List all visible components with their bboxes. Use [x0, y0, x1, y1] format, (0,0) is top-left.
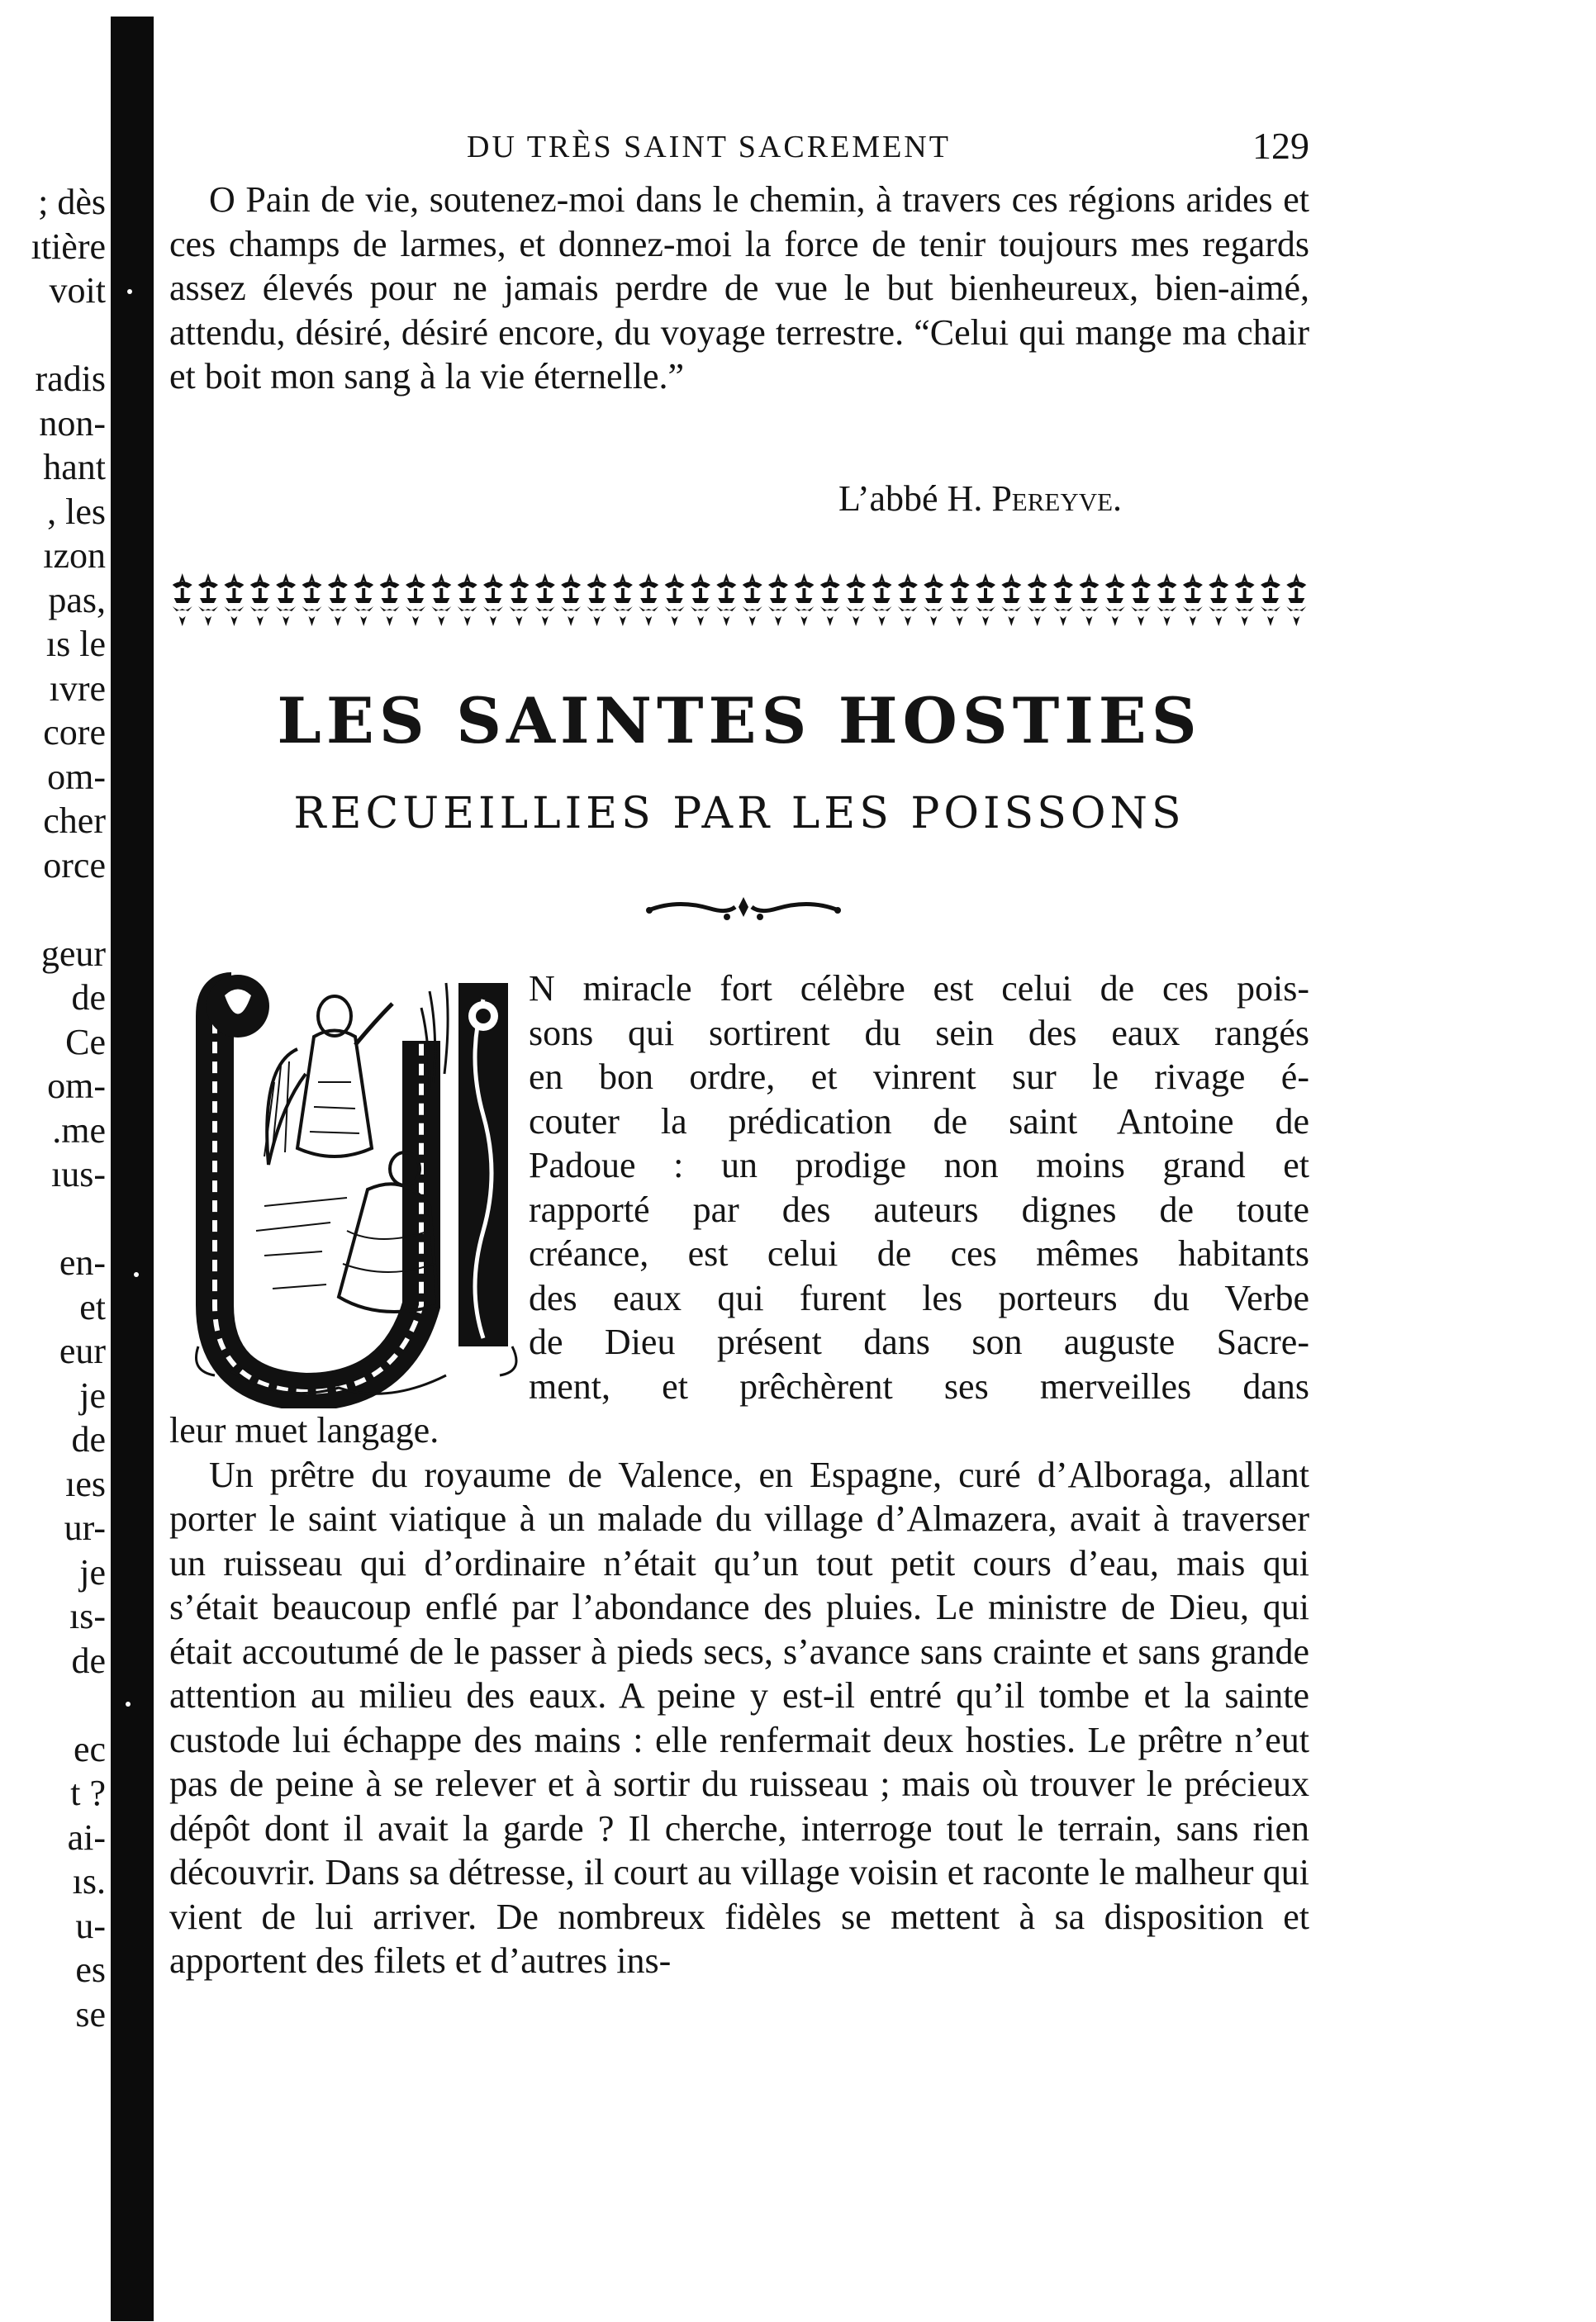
fleuron-mark: [1261, 573, 1280, 626]
previous-page-fragment: pas,: [48, 579, 106, 620]
fleuron-mark: [1131, 573, 1151, 626]
previous-page-fragment: ur-: [64, 1508, 106, 1548]
previous-page-fragment: ıvre: [49, 667, 106, 709]
previous-page-fragment: orce: [43, 844, 106, 886]
illustrated-initial-u-icon: [182, 958, 529, 1408]
fleuron-mark: [846, 573, 866, 626]
fleuron-mark: [509, 573, 529, 626]
fleuron-mark: [1286, 573, 1306, 626]
previous-page-fragment: u-: [75, 1905, 106, 1946]
drop-cap-line: ment, et prêchèrent ses merveilles dans: [529, 1365, 1309, 1407]
previous-page-fragment: ızon: [43, 535, 106, 576]
fleuron-mark: [198, 573, 218, 626]
previous-page-edge: [0, 0, 106, 2322]
previous-page-fragment: de: [71, 977, 106, 1018]
fleuron-mark: [768, 573, 788, 626]
drop-cap-line: sons qui sortirent du sein des eaux rangés: [529, 1012, 1309, 1053]
drop-cap-line: Padoue : un prodige non moins grand et: [529, 1145, 1309, 1185]
fleuron-mark: [950, 573, 970, 626]
previous-page-fragment: se: [75, 1993, 106, 2035]
previous-page-fragment: , les: [47, 491, 106, 532]
signature-name: Pereyve.: [991, 478, 1123, 519]
opening-paragraph: O Pain de vie, soutenez-moi dans le chemin, à travers ces régions arides et ces champs de larmes, et donnez-moi la force de tenir toujours mes regards assez élevés pour ne jamais perdre de vue le but bienheureux, bien-aimé, attendu, désiré, désiré encore, du voyage terrestre. “Celui qui mange ma chair et boit mon sang à la vie éternelle.”: [169, 179, 1309, 396]
main-paragraph: Un prêtre du royaume de Valence, en Espagne, curé d’Alboraga, allant porter le saint viatique à un malade du village d’Almazera, avait à traverser un ruisseau qui d’ordinaire n’était qu’un tout petit cours d’eau, mais qui s’était beaucoup enflé par l’abondance des pluies. Le ministre de Dieu, qui était accoutumé de le passer à pieds secs, s’avance sans crainte et sans grande attention au milieu des eaux. A peine y est-il entré qu’il tombe et la sainte custode lui échappe des mains : elle renfermait deux hosties. Le prêtre n’eut pas de peine à se relever et à sortir du ruisseau ; mais où trouver le précieux dépôt dont il avait la garde ? Il cherche, interroge tout le terrain, sans rien découvrir. Dans sa détresse, il court au village voisin et raconte le malheur qui vient de lui arriver. De nombreux fidèles se mettent à sa disposition et apportent des filets et d’autres ins-: [169, 1454, 1309, 1981]
fleuron-mark: [1105, 573, 1125, 626]
previous-page-fragment: ıes: [65, 1463, 106, 1504]
drop-cap-line: N miracle fort célèbre est celui de ces pois-: [529, 968, 1309, 1009]
fleuron-mark: [639, 573, 658, 626]
flourish-ornament: [644, 892, 843, 925]
fleuron-mark: [976, 573, 995, 626]
previous-page-fragment: .me: [52, 1109, 106, 1151]
fleuron-mark: [561, 573, 581, 626]
previous-page-fragment: de: [71, 1640, 106, 1681]
fleuron-mark: [302, 573, 322, 626]
previous-page-fragment: en-: [59, 1242, 106, 1283]
fleuron-mark: [1235, 573, 1255, 626]
fleuron-mark: [458, 573, 477, 626]
fleuron-mark: [328, 573, 348, 626]
previous-page-fragment: je: [79, 1551, 106, 1593]
previous-page-fragment: om-: [47, 756, 106, 797]
previous-page-fragment: es: [75, 1949, 106, 1990]
fleuron-mark: [1183, 573, 1203, 626]
previous-page-fragment: hant: [43, 447, 106, 487]
fleuron-mark: [691, 573, 710, 626]
previous-page-fragment: ıs-: [69, 1596, 106, 1636]
running-head: [169, 124, 1309, 173]
running-head-title: DU TRÈS SAINT SACREMENT: [467, 130, 951, 164]
fleuron-mark: [1001, 573, 1021, 626]
signature-prefix: L’abbé H.: [838, 478, 992, 519]
page-number: 129: [1252, 125, 1309, 167]
fleuron-mark: [224, 573, 244, 626]
fleuron-mark: [535, 573, 555, 626]
previous-page-fragment: core: [43, 712, 106, 753]
article-subtitle: RECUEILLIES PAR LES POISSONS: [293, 789, 1185, 838]
fleuron-mark: [872, 573, 892, 626]
fleuron-mark: [1209, 573, 1228, 626]
fleuron-mark: [1053, 573, 1073, 626]
previous-page-fragment: de: [71, 1419, 106, 1460]
fleuron-mark: [1079, 573, 1099, 626]
drop-cap-paragraph: [529, 966, 1309, 1408]
previous-page-fragment: ec: [73, 1728, 106, 1769]
previous-page-fragment: non-: [39, 402, 106, 444]
signature: [838, 477, 1122, 520]
previous-page-fragment: om-: [47, 1066, 106, 1106]
fleuron-mark: [820, 573, 840, 626]
drop-cap-line: en bon ordre, et vinrent sur le rivage é-: [529, 1057, 1309, 1097]
previous-page-fragment: Ce: [65, 1021, 106, 1062]
fleuron-mark: [1157, 573, 1177, 626]
previous-page-fragment: ; dès: [38, 182, 106, 222]
previous-page-fragment: ıs le: [45, 624, 106, 664]
previous-page-fragment: cher: [43, 800, 106, 841]
drop-cap-line: couter la prédication de saint Antoine de: [529, 1100, 1309, 1142]
drop-cap-last-line: leur muet langage.: [169, 1410, 439, 1451]
fleuron-mark: [354, 573, 373, 626]
fleuron-mark: [483, 573, 503, 626]
fleuron-mark: [276, 573, 296, 626]
fleuron-mark: [1028, 573, 1047, 626]
article-title: LES SAINTES HOSTIES: [277, 684, 1202, 757]
drop-cap-line: créance, est celui de ces mêmes habitants: [529, 1233, 1309, 1274]
fleuron-mark: [665, 573, 685, 626]
previous-page-fragment: ıtière: [31, 226, 106, 267]
previous-page-fragment: t ?: [70, 1773, 106, 1813]
previous-page-fragment: geur: [40, 933, 106, 974]
drop-cap-continuation: [169, 1408, 1309, 1983]
fleuron-mark: [431, 573, 451, 626]
fleuron-mark: [173, 573, 192, 626]
fleuron-mark: [794, 573, 814, 626]
previous-page-fragment: ıs.: [72, 1861, 106, 1902]
drop-cap-line: de Dieu présent dans son auguste Sacre-: [529, 1322, 1309, 1362]
drop-cap-line: rapporté par des auteurs dignes de toute: [529, 1189, 1309, 1230]
fleuron-mark: [250, 573, 270, 626]
previous-page-fragment: voit: [49, 270, 106, 311]
fleuron-band-ornament: [169, 570, 1309, 629]
previous-page-fragment: ai-: [67, 1816, 106, 1858]
fleuron-mark: [924, 573, 943, 626]
fleuron-mark: [743, 573, 762, 626]
previous-page-fragment: eur: [59, 1331, 106, 1371]
fleuron-mark: [380, 573, 400, 626]
previous-page-fragment: ıus-: [51, 1154, 106, 1194]
fleuron-mark: [613, 573, 633, 626]
book-gutter: [111, 17, 154, 2321]
fleuron-mark: [406, 573, 425, 626]
previous-page-fragment: radis: [35, 359, 106, 399]
fleuron-mark: [587, 573, 607, 626]
previous-page-fragment: je: [79, 1375, 106, 1416]
fleuron-mark: [716, 573, 736, 626]
drop-cap-line: des eaux qui furent les porteurs du Verbe: [529, 1277, 1309, 1318]
previous-page-fragment: et: [79, 1286, 106, 1327]
fleuron-mark: [898, 573, 918, 626]
